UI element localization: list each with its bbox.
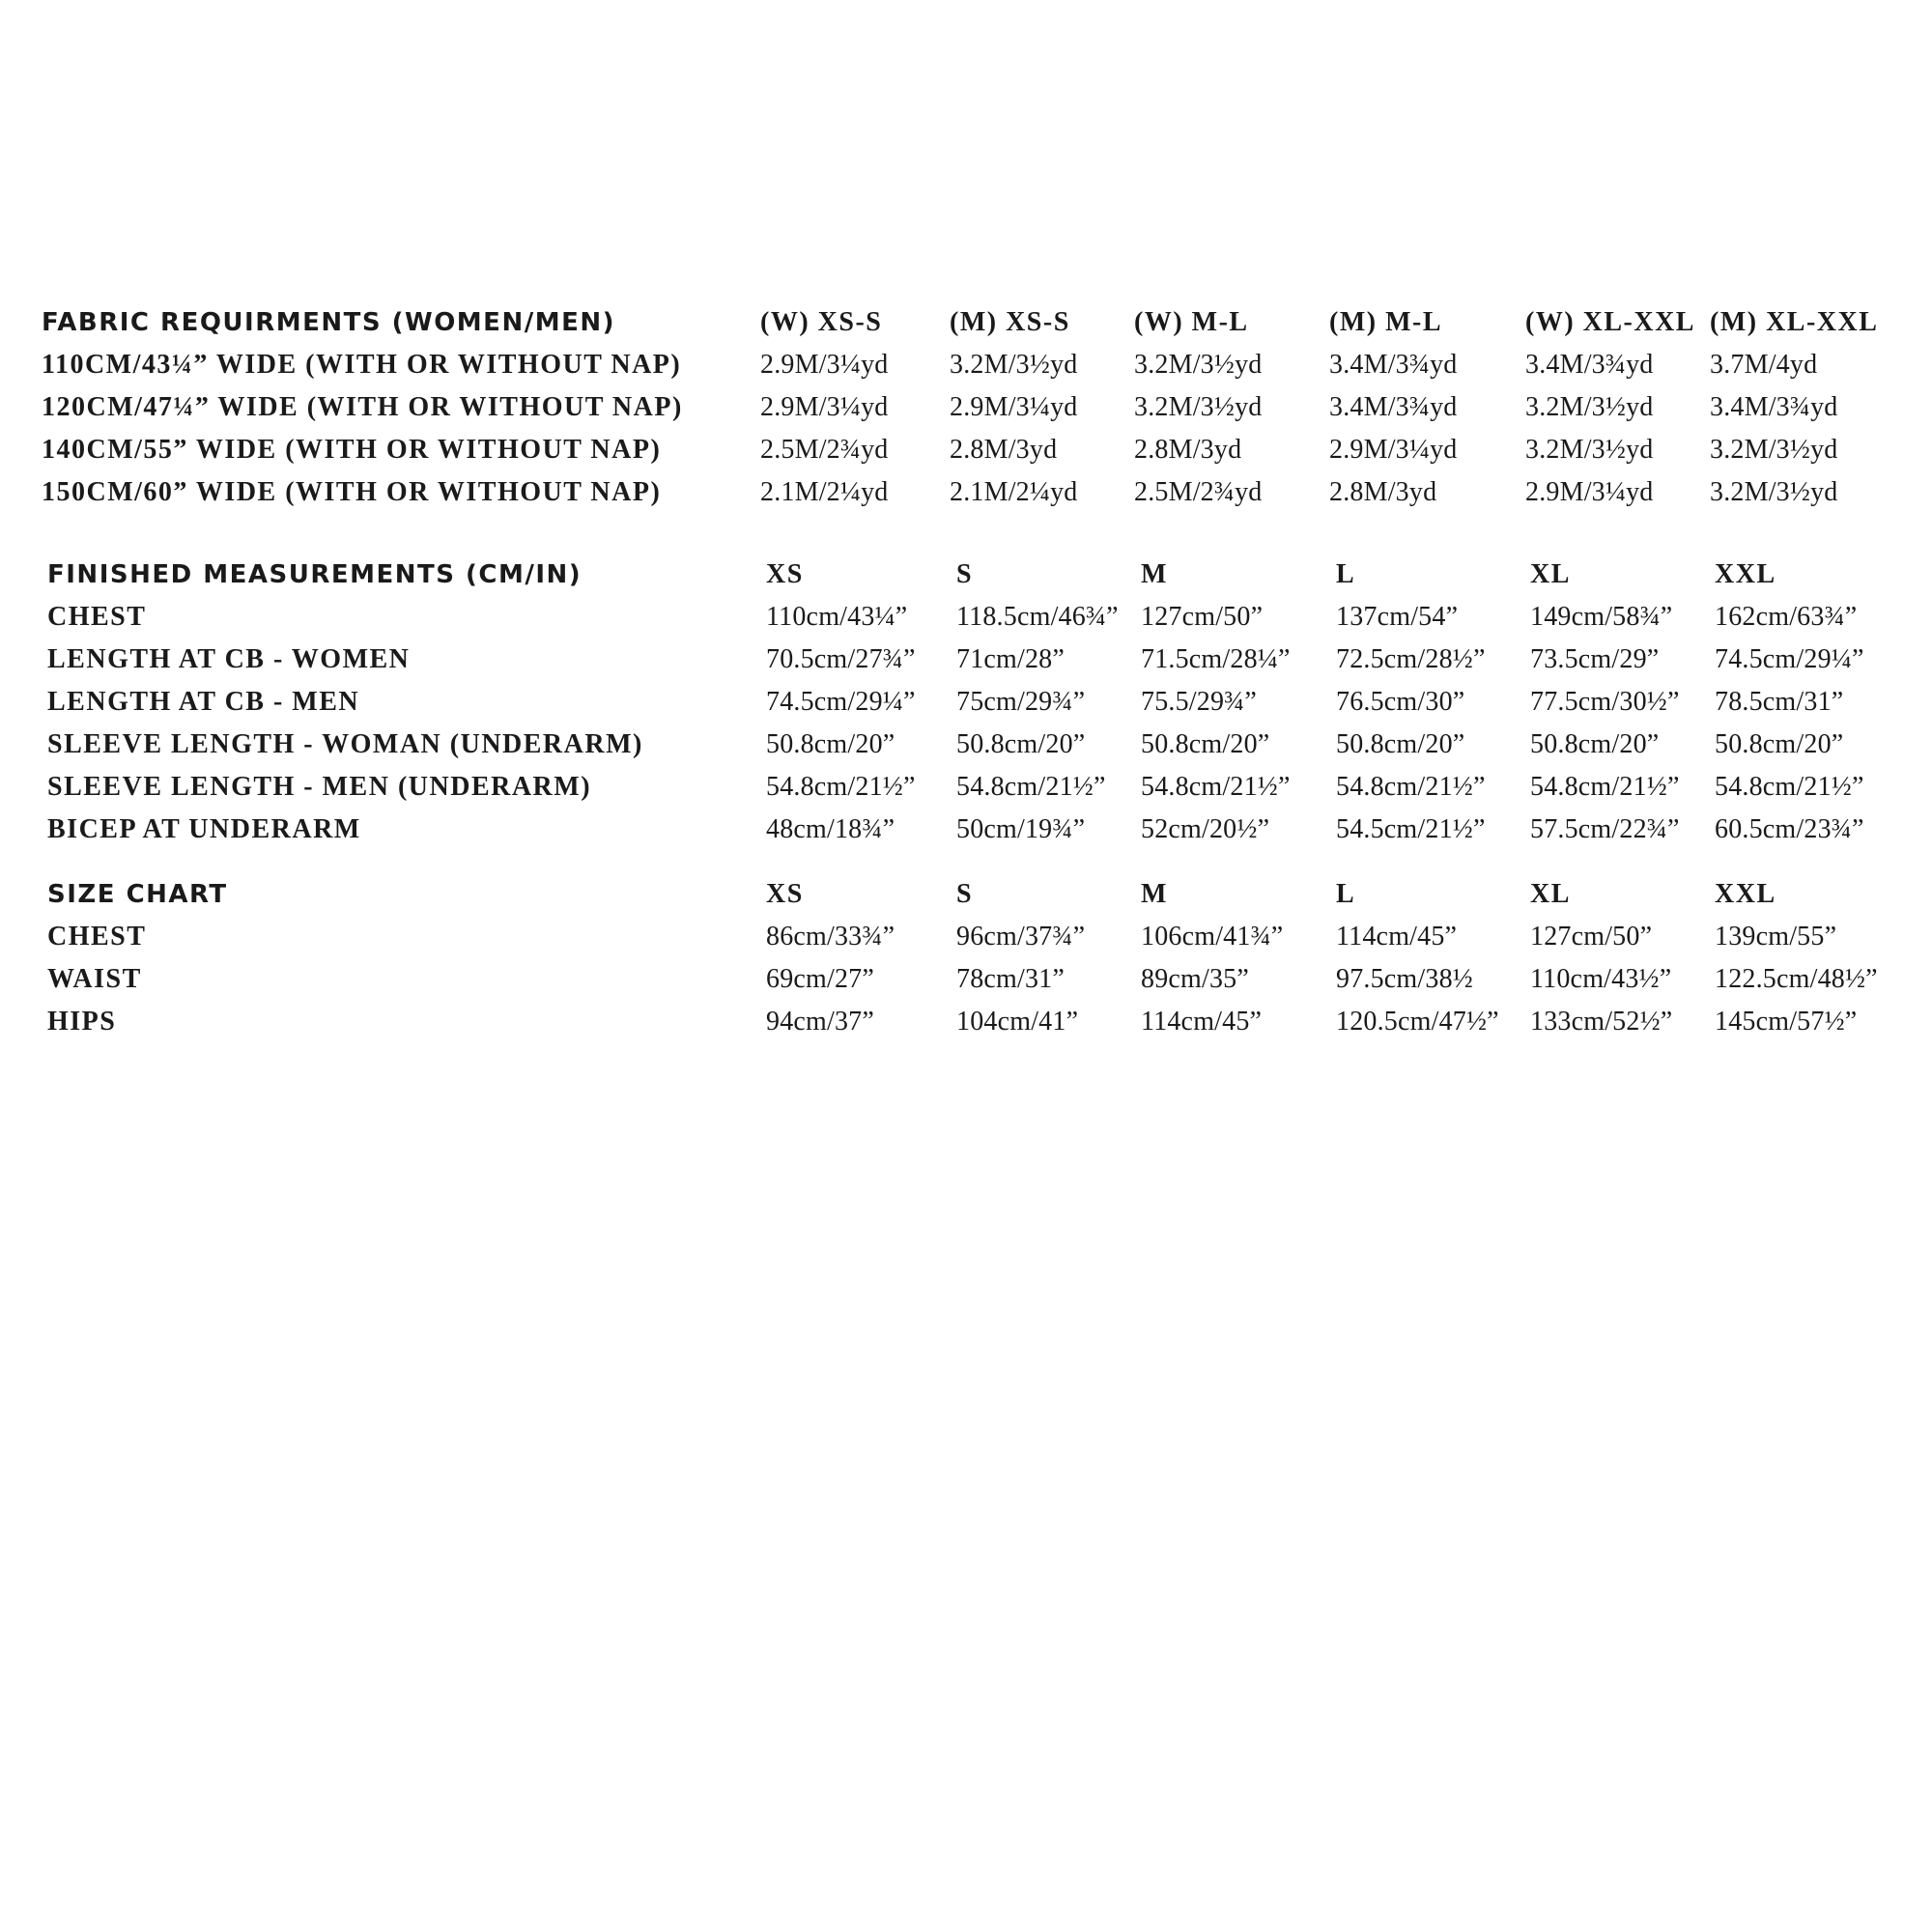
table-cell: 70.5cm/27¾” [766,644,916,674]
table-row [0,766,1932,809]
section-heading: FABRIC REQUIRMENTS (WOMEN/MEN) [42,308,615,337]
table-cell: 2.9M/3¼yd [1525,477,1654,507]
table-cell: 104cm/41” [956,1007,1079,1037]
table-cell: 74.5cm/29¼” [1715,644,1864,674]
table-cell: 3.7M/4yd [1710,350,1818,380]
table-cell: 2.5M/2¾yd [760,435,889,465]
row-label: CHEST [47,922,147,952]
table-cell: 3.4M/3¾yd [1710,392,1838,422]
table-cell: 94cm/37” [766,1007,875,1037]
row-label: SLEEVE LENGTH - WOMAN (UNDERARM) [47,729,643,759]
column-header: XS [766,559,804,589]
table-cell: 114cm/45” [1336,922,1458,952]
row-label: 110CM/43¼” WIDE (WITH OR WITHOUT NAP) [42,350,682,380]
table-cell: 133cm/52½” [1530,1007,1673,1037]
section-heading: FINISHED MEASUREMENTS (CM/IN) [47,560,582,589]
section-heading: SIZE CHART [47,880,228,909]
row-label: LENGTH AT CB - WOMEN [47,644,411,674]
table-cell: 54.8cm/21½” [1530,772,1680,802]
table-cell: 75cm/29¾” [956,687,1086,717]
table-cell: 97.5cm/38½ [1336,964,1473,994]
column-header: (M) XL-XXL [1710,307,1879,337]
row-label: BICEP AT UNDERARM [47,814,361,844]
row-label: SLEEVE LENGTH - MEN (UNDERARM) [47,772,592,802]
table-row [0,724,1932,766]
table-row [0,681,1932,724]
column-header: M [1141,559,1168,589]
table-cell: 149cm/58¾” [1530,602,1673,632]
table-cell: 106cm/41¾” [1141,922,1284,952]
table-header-row [0,873,1932,916]
table-cell: 2.5M/2¾yd [1134,477,1263,507]
table-cell: 2.1M/2¼yd [950,477,1078,507]
column-header: (M) XS-S [950,307,1070,337]
column-header: (M) M-L [1329,307,1443,337]
table-cell: 3.2M/3½yd [1710,435,1838,465]
column-header: (W) XS-S [760,307,883,337]
row-label: LENGTH AT CB - MEN [47,687,360,717]
table-cell: 3.2M/3½yd [1710,477,1838,507]
table-row [0,471,1932,514]
table-cell: 50.8cm/20” [1141,729,1270,759]
table-cell: 50cm/19¾” [956,814,1086,844]
table-cell: 54.8cm/21½” [1141,772,1291,802]
table-cell: 2.9M/3¼yd [1329,435,1458,465]
table-cell: 52cm/20½” [1141,814,1270,844]
table-cell: 48cm/18¾” [766,814,895,844]
table-cell: 50.8cm/20” [1530,729,1660,759]
row-label: WAIST [47,964,142,994]
table-cell: 2.8M/3yd [950,435,1058,465]
table-row [0,386,1932,429]
column-header: S [956,559,974,589]
column-header: S [956,879,974,909]
table-row [0,344,1932,386]
table-cell: 54.8cm/21½” [1715,772,1864,802]
row-label: 150CM/60” WIDE (WITH OR WITHOUT NAP) [42,477,662,507]
table-cell: 120.5cm/47½” [1336,1007,1499,1037]
table-cell: 89cm/35” [1141,964,1250,994]
row-label: 140CM/55” WIDE (WITH OR WITHOUT NAP) [42,435,662,465]
table-cell: 50.8cm/20” [956,729,1086,759]
row-label: 120CM/47¼” WIDE (WITH OR WITHOUT NAP) [42,392,683,422]
table-cell: 3.2M/3½yd [1134,350,1263,380]
table-cell: 110cm/43¼” [766,602,908,632]
table-cell: 2.9M/3¼yd [760,392,889,422]
table-header-row [0,301,1932,344]
table-cell: 54.5cm/21½” [1336,814,1486,844]
column-header: (W) XL-XXL [1525,307,1695,337]
table-cell: 50.8cm/20” [766,729,895,759]
table-cell: 3.2M/3½yd [1134,392,1263,422]
table-cell: 75.5/29¾” [1141,687,1258,717]
table-cell: 2.1M/2¼yd [760,477,889,507]
table-cell: 69cm/27” [766,964,875,994]
table-row [0,639,1932,681]
table-cell: 145cm/57½” [1715,1007,1858,1037]
table-cell: 50.8cm/20” [1715,729,1844,759]
table-cell: 118.5cm/46¾” [956,602,1119,632]
table-cell: 114cm/45” [1141,1007,1263,1037]
table-row [0,596,1932,639]
table-cell: 2.9M/3¼yd [950,392,1078,422]
row-label: CHEST [47,602,147,632]
column-header: XL [1530,879,1571,909]
table-cell: 2.9M/3¼yd [760,350,889,380]
column-header: M [1141,879,1168,909]
table-cell: 71.5cm/28¼” [1141,644,1291,674]
table-row [0,809,1932,851]
table-cell: 2.8M/3yd [1134,435,1242,465]
table-cell: 50.8cm/20” [1336,729,1465,759]
table-cell: 127cm/50” [1530,922,1653,952]
table-cell: 3.2M/3½yd [1525,435,1654,465]
table-row [0,916,1932,958]
table-cell: 71cm/28” [956,644,1065,674]
table-cell: 76.5cm/30” [1336,687,1465,717]
table-cell: 77.5cm/30½” [1530,687,1680,717]
table-cell: 2.8M/3yd [1329,477,1437,507]
table-cell: 3.2M/3½yd [1525,392,1654,422]
table-cell: 139cm/55” [1715,922,1837,952]
table-cell: 137cm/54” [1336,602,1459,632]
table-row [0,1001,1932,1043]
column-header: XXL [1715,559,1776,589]
table-cell: 78.5cm/31” [1715,687,1844,717]
column-header: XL [1530,559,1571,589]
table-row [0,958,1932,1001]
column-header: XS [766,879,804,909]
table-cell: 74.5cm/29¼” [766,687,916,717]
table-cell: 78cm/31” [956,964,1065,994]
table-cell: 162cm/63¾” [1715,602,1858,632]
table-cell: 73.5cm/29” [1530,644,1660,674]
table-header-row [0,554,1932,596]
column-header: L [1336,559,1356,589]
table-cell: 3.4M/3¾yd [1329,350,1458,380]
row-label: HIPS [47,1007,117,1037]
table-cell: 127cm/50” [1141,602,1264,632]
table-cell: 60.5cm/23¾” [1715,814,1864,844]
table-cell: 86cm/33¾” [766,922,895,952]
table-cell: 122.5cm/48½” [1715,964,1878,994]
table-cell: 3.4M/3¾yd [1525,350,1654,380]
table-cell: 57.5cm/22¾” [1530,814,1680,844]
table-cell: 3.2M/3½yd [950,350,1078,380]
table-row [0,429,1932,471]
table-cell: 110cm/43½” [1530,964,1672,994]
column-header: (W) M-L [1134,307,1249,337]
table-cell: 54.8cm/21½” [1336,772,1486,802]
table-cell: 54.8cm/21½” [766,772,916,802]
table-cell: 96cm/37¾” [956,922,1086,952]
column-header: L [1336,879,1356,909]
column-header: XXL [1715,879,1776,909]
table-cell: 72.5cm/28½” [1336,644,1486,674]
table-cell: 54.8cm/21½” [956,772,1106,802]
table-cell: 3.4M/3¾yd [1329,392,1458,422]
